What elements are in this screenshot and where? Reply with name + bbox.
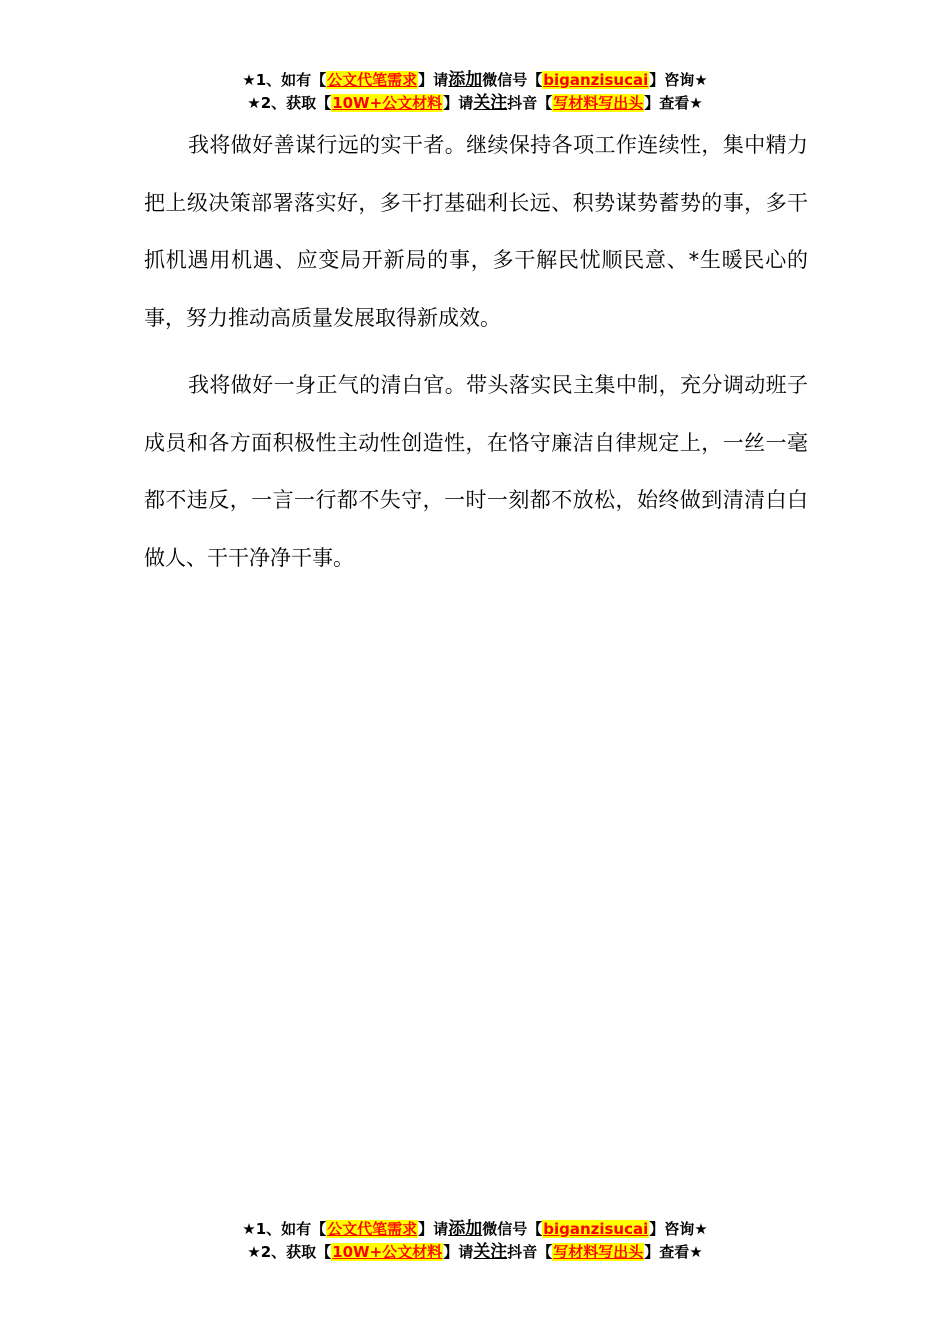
star-icon: ★ [247,1243,261,1261]
wechat-id-highlight: biganzisucai [543,71,649,89]
star-icon: ★ [689,1243,703,1261]
service-highlight: 公文代笔需求 [327,1220,418,1238]
promo-text: 】查看 [644,94,690,112]
star-icon: ★ [247,94,261,112]
document-body [144,117,808,587]
header-promo [0,69,950,115]
promo-text: 】咨询 [649,1220,695,1238]
promo-text: 微信号【 [482,1220,543,1238]
promo-text: 抖音【 [507,94,553,112]
douyin-account-highlight: 写材料写出头 [553,1243,644,1261]
promo-text: 】请 [443,1243,474,1261]
promo-text: 1、如有【 [255,71,327,89]
star-icon: ★ [242,1220,256,1238]
star-icon: ★ [689,94,703,112]
star-icon: ★ [242,71,256,89]
promo-line-1 [0,69,950,92]
service-highlight: 公文代笔需求 [327,71,418,89]
footer-promo [0,1218,950,1264]
wechat-id-highlight: biganzisucai [543,1220,649,1238]
douyin-account-highlight: 写材料写出头 [553,94,644,112]
follow-emphasis: 关注 [473,1242,508,1262]
promo-line-1 [0,1218,950,1241]
promo-text: 1、如有【 [255,1220,327,1238]
material-highlight: 10W+公文材料 [332,94,443,112]
add-emphasis: 添加 [448,70,483,90]
promo-text: 】请 [443,94,474,112]
material-highlight: 10W+公文材料 [332,1243,443,1261]
paragraph-1: 我将做好善谋行远的实干者。继续保持各项工作连续性，集中精力把上级决策部署落实好，多干打基础利长远、积势谋势蓄势的事，多干抓机遇用机遇、应变局开新局的事，多干解民忧顺民意、*生暖民心的事，努力推动高质量发展取得新成效。 [144,133,808,330]
promo-text: 微信号【 [482,71,543,89]
promo-text: 2、获取【 [260,1243,332,1261]
promo-text: 】咨询 [649,71,695,89]
star-icon: ★ [694,1220,708,1238]
promo-text: 】请 [418,71,449,89]
star-icon: ★ [694,71,708,89]
follow-emphasis: 关注 [473,93,508,113]
promo-text: 】查看 [644,1243,690,1261]
add-emphasis: 添加 [448,1219,483,1239]
promo-text: 2、获取【 [260,94,332,112]
promo-text: 】请 [418,1220,449,1238]
promo-line-2 [0,1241,950,1264]
promo-text: 抖音【 [507,1243,553,1261]
paragraph-2: 我将做好一身正气的清白官。带头落实民主集中制，充分调动班子成员和各方面积极性主动性创造性，在恪守廉洁自律规定上，一丝一毫都不违反，一言一行都不失守，一时一刻都不放松，始终做到清清白白做人、干干净净干事。 [144,373,808,570]
promo-line-2 [0,92,950,115]
